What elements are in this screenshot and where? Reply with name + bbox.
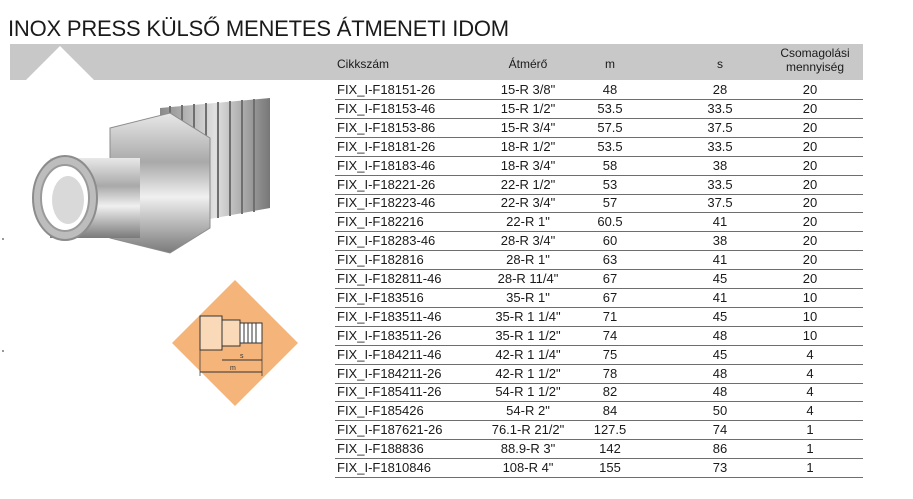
cell-packaging: 20 bbox=[802, 233, 818, 249]
cell-packaging: 20 bbox=[802, 176, 818, 192]
cell-m: 84 bbox=[602, 403, 618, 419]
table-row bbox=[335, 176, 863, 195]
cell-packaging: 20 bbox=[802, 82, 818, 97]
cell-m: 53.5 bbox=[597, 138, 623, 154]
cell-s: 45 bbox=[712, 308, 728, 324]
cell-code: FIX_I-F18181-26 bbox=[337, 138, 436, 154]
cell-s: 37.5 bbox=[707, 119, 733, 135]
cell-code: FIX_I-F18283-46 bbox=[337, 233, 436, 249]
cell-diameter: 54-R 1 1/2" bbox=[495, 384, 561, 400]
cell-m: 127.5 bbox=[593, 422, 627, 438]
cell-packaging: 20 bbox=[802, 100, 818, 116]
table-row bbox=[335, 402, 863, 421]
cell-code: FIX_I-F182811-46 bbox=[337, 271, 442, 286]
cell-m: 48 bbox=[602, 82, 618, 97]
cell-packaging: 1 bbox=[806, 460, 814, 475]
cell-code: FIX_I-F185411-26 bbox=[337, 384, 442, 400]
cell-diameter: 22-R 1/2" bbox=[500, 176, 556, 192]
table-row bbox=[335, 270, 863, 289]
cell-m: 71 bbox=[602, 308, 618, 324]
table-row bbox=[335, 289, 863, 308]
cell-s: 38 bbox=[712, 233, 728, 249]
header-notch bbox=[26, 46, 94, 80]
cell-s: 74 bbox=[712, 422, 728, 438]
cell-code: FIX_I-F1810846 bbox=[337, 460, 431, 475]
technical-drawing bbox=[170, 278, 300, 408]
cell-diameter: 22-R 1" bbox=[506, 214, 550, 230]
cell-s: 48 bbox=[712, 327, 728, 343]
cell-packaging: 20 bbox=[802, 157, 818, 173]
cell-m: 67 bbox=[602, 271, 618, 286]
cell-diameter: 15-R 3/4" bbox=[500, 119, 556, 135]
cell-code: FIX_I-F18223-46 bbox=[337, 195, 436, 211]
cell-s: 48 bbox=[712, 384, 728, 400]
cell-s: 37.5 bbox=[707, 195, 733, 211]
cell-packaging: 4 bbox=[806, 403, 814, 419]
cell-m: 58 bbox=[602, 157, 618, 173]
table-row bbox=[335, 383, 863, 402]
header-packaging-line1: Csomagolási bbox=[780, 46, 850, 60]
cell-diameter: 54-R 2" bbox=[506, 403, 550, 419]
cell-diameter: 28-R 11/4" bbox=[497, 271, 559, 286]
table-row bbox=[335, 459, 863, 478]
cell-m: 82 bbox=[602, 384, 618, 400]
cell-diameter: 108-R 4" bbox=[502, 460, 554, 475]
product-photo bbox=[20, 88, 280, 268]
cell-packaging: 20 bbox=[802, 138, 818, 154]
cell-m: 53.5 bbox=[597, 100, 623, 116]
cell-code: FIX_I-F18153-86 bbox=[337, 119, 436, 135]
cell-diameter: 35-R 1 1/2" bbox=[495, 327, 561, 343]
header-m: m bbox=[605, 57, 615, 71]
header-s: s bbox=[717, 57, 723, 71]
cell-m: 142 bbox=[599, 441, 621, 457]
cell-code: FIX_I-F183516 bbox=[337, 289, 424, 305]
cell-diameter: 15-R 1/2" bbox=[500, 100, 556, 116]
cell-packaging: 4 bbox=[806, 346, 814, 362]
cell-diameter: 28-R 1" bbox=[506, 252, 550, 268]
table-row bbox=[335, 365, 863, 384]
cell-code: FIX_I-F183511-46 bbox=[337, 308, 442, 324]
cell-m: 155 bbox=[599, 460, 621, 475]
cell-s: 73 bbox=[712, 460, 728, 475]
cell-packaging: 1 bbox=[806, 422, 814, 438]
cell-diameter: 88.9-R 3" bbox=[500, 441, 556, 457]
header-packaging bbox=[760, 46, 870, 74]
cell-packaging: 4 bbox=[806, 384, 814, 400]
table-row bbox=[335, 440, 863, 459]
cell-s: 48 bbox=[712, 365, 728, 381]
cell-m: 57 bbox=[602, 195, 618, 211]
cell-packaging: 10 bbox=[802, 289, 818, 305]
cell-s: 38 bbox=[712, 157, 728, 173]
cell-s: 45 bbox=[712, 271, 728, 286]
cell-code: FIX_I-F184211-46 bbox=[337, 346, 442, 362]
table-row bbox=[335, 81, 863, 100]
cell-s: 41 bbox=[712, 252, 728, 268]
page-title: INOX PRESS KÜLSŐ MENETES ÁTMENETI IDOM bbox=[8, 16, 509, 41]
table-row bbox=[335, 119, 863, 138]
cell-m: 53 bbox=[602, 176, 618, 192]
cell-s: 50 bbox=[712, 403, 728, 419]
cell-packaging: 20 bbox=[802, 119, 818, 135]
cell-diameter: 22-R 3/4" bbox=[500, 195, 556, 211]
cell-diameter: 18-R 3/4" bbox=[500, 157, 556, 173]
page-edge-mark bbox=[2, 350, 4, 352]
cell-diameter: 42-R 1 1/4" bbox=[495, 346, 561, 362]
cell-code: FIX_I-F187621-26 bbox=[337, 422, 443, 438]
header-diameter: Átmérő bbox=[508, 57, 548, 71]
cell-code: FIX_I-F18151-26 bbox=[337, 82, 436, 97]
table-row bbox=[335, 308, 863, 327]
table-row bbox=[335, 346, 863, 365]
cell-s: 41 bbox=[712, 214, 728, 230]
cell-diameter: 35-R 1 1/4" bbox=[495, 308, 561, 324]
cell-m: 78 bbox=[602, 365, 618, 381]
cell-s: 28 bbox=[712, 82, 728, 97]
drawing-label-m: m bbox=[230, 365, 236, 372]
table-row bbox=[335, 232, 863, 251]
cell-m: 63 bbox=[602, 252, 618, 268]
cell-s: 33.5 bbox=[707, 176, 733, 192]
page-edge-mark bbox=[2, 238, 4, 240]
cell-code: FIX_I-F182816 bbox=[337, 252, 424, 268]
cell-diameter: 42-R 1 1/2" bbox=[495, 365, 561, 381]
cell-code: FIX_I-F185426 bbox=[337, 403, 424, 419]
cell-s: 33.5 bbox=[707, 138, 733, 154]
cell-packaging: 20 bbox=[802, 214, 818, 230]
cell-diameter: 18-R 1/2" bbox=[500, 138, 556, 154]
table-row bbox=[335, 157, 863, 176]
table-row bbox=[335, 100, 863, 119]
table-row bbox=[335, 327, 863, 346]
cell-code: FIX_I-F18183-46 bbox=[337, 157, 436, 173]
drawing-label-s: s bbox=[240, 353, 244, 360]
cell-m: 67 bbox=[602, 289, 618, 305]
cell-code: FIX_I-F184211-26 bbox=[337, 365, 442, 381]
cell-code: FIX_I-F188836 bbox=[337, 441, 424, 457]
cell-packaging: 20 bbox=[802, 271, 818, 286]
cell-s: 86 bbox=[712, 441, 728, 457]
cell-packaging: 20 bbox=[802, 195, 818, 211]
cell-diameter: 28-R 3/4" bbox=[500, 233, 556, 249]
cell-m: 57.5 bbox=[597, 119, 623, 135]
cell-code: FIX_I-F18153-46 bbox=[337, 100, 436, 116]
table-row bbox=[335, 251, 863, 270]
cell-diameter: 76.1-R 21/2" bbox=[491, 422, 565, 438]
cell-packaging: 10 bbox=[802, 327, 818, 343]
cell-packaging: 10 bbox=[802, 308, 818, 324]
cell-s: 45 bbox=[712, 346, 728, 362]
cell-m: 60.5 bbox=[597, 214, 623, 230]
cell-s: 41 bbox=[712, 289, 728, 305]
row-divider bbox=[335, 477, 863, 478]
cell-diameter: 35-R 1" bbox=[506, 289, 550, 305]
cell-m: 75 bbox=[602, 346, 618, 362]
cell-s: 33.5 bbox=[707, 100, 733, 116]
cell-diameter: 15-R 3/8" bbox=[500, 82, 556, 97]
cell-m: 60 bbox=[602, 233, 618, 249]
cell-packaging: 4 bbox=[806, 365, 814, 381]
cell-packaging: 1 bbox=[806, 441, 814, 457]
cell-code: FIX_I-F18221-26 bbox=[337, 176, 436, 192]
table-row bbox=[335, 421, 863, 440]
cell-m: 74 bbox=[602, 327, 618, 343]
table-row bbox=[335, 138, 863, 157]
cell-code: FIX_I-F183511-26 bbox=[337, 327, 442, 343]
header-packaging-line2: mennyiség bbox=[785, 60, 845, 74]
header-code: Cikkszám bbox=[337, 57, 390, 71]
cell-code: FIX_I-F182216 bbox=[337, 214, 424, 230]
table-row bbox=[335, 194, 863, 213]
cell-packaging: 20 bbox=[802, 252, 818, 268]
table-row bbox=[335, 213, 863, 232]
